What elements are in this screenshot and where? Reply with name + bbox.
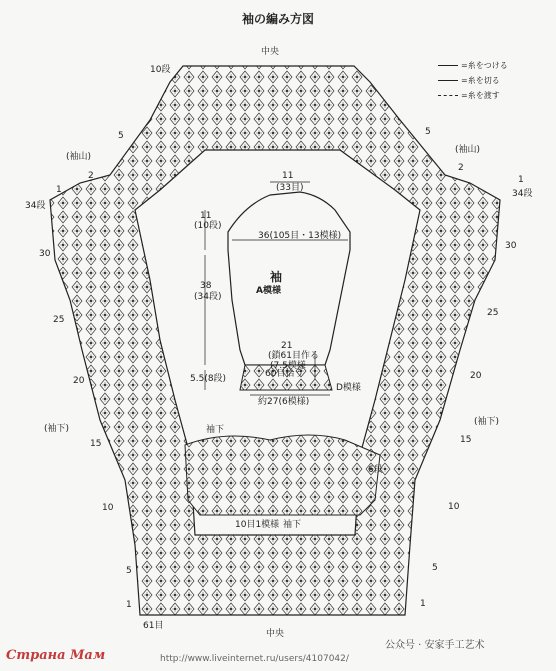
dim-left-38: 38 bbox=[200, 281, 212, 291]
underarm-mid-label: 袖下 bbox=[206, 425, 225, 435]
row-34-right-label: 34段 bbox=[512, 189, 533, 199]
underarm-left-label: (袖下) bbox=[44, 424, 70, 434]
sleeve-schematic bbox=[228, 192, 350, 365]
dim-left-11: 11 bbox=[200, 211, 212, 221]
right-row-number: 10 bbox=[448, 502, 460, 512]
right-row-number: 25 bbox=[487, 308, 499, 318]
right-row-number: 1 bbox=[518, 175, 524, 185]
left-row-number: 1 bbox=[126, 600, 132, 610]
dim-bottom-sts: (鎖61目 bbox=[268, 351, 301, 361]
center-bottom-label: 中央 bbox=[266, 629, 285, 639]
sleeve-cap-left-label: (袖山) bbox=[66, 152, 92, 162]
left-row-number: 5 bbox=[126, 566, 132, 576]
center-top-label: 中央 bbox=[261, 47, 280, 57]
cut-yarn-icon bbox=[438, 80, 458, 81]
right-row-number: 20 bbox=[470, 371, 482, 381]
row-61-label: 61目 bbox=[143, 621, 164, 631]
legend-row bbox=[438, 58, 508, 73]
row-6-label: 6段 bbox=[368, 465, 383, 475]
right-row-number: 1 bbox=[420, 599, 426, 609]
pattern-a-label: A模様 bbox=[256, 286, 281, 296]
legend bbox=[438, 58, 508, 103]
dim-bottom-27: 約27(6模様) bbox=[258, 397, 310, 407]
underarm-right-label: (袖下) bbox=[474, 417, 500, 427]
dim-bottom-21: 21 bbox=[281, 341, 293, 351]
dim-left-55: 5.5(8段) bbox=[190, 374, 227, 384]
dim-left-38-rows: (34段) bbox=[194, 292, 222, 302]
site-url[interactable]: http://www.liveinternet.ru/users/4107042/ bbox=[160, 654, 349, 664]
right-row-number: 30 bbox=[505, 241, 517, 251]
row-34-left-label: 34段 bbox=[25, 201, 46, 211]
pattern-d-label: D模様 bbox=[336, 383, 361, 393]
left-row-number: 5 bbox=[118, 131, 124, 141]
sleeve-cap-right-label: (袖山) bbox=[455, 145, 481, 155]
left-row-number: 30 bbox=[39, 249, 51, 259]
dim-bottom-pattern: (7.5模様 bbox=[270, 361, 306, 371]
left-row-number: 25 bbox=[53, 315, 65, 325]
diagram-title: 袖の編み方図 bbox=[241, 12, 314, 26]
legend-row bbox=[438, 73, 508, 88]
left-row-number: 10 bbox=[102, 503, 114, 513]
dim-top-sts: (33目) bbox=[276, 183, 304, 193]
attach-yarn-icon bbox=[438, 65, 458, 66]
sleeve-label: 袖 bbox=[270, 270, 283, 284]
dim-left-11-rows: (10段) bbox=[194, 221, 222, 231]
legend-label: =糸を渡す bbox=[461, 91, 500, 100]
wechat-watermark: 公众号 · 安家手工艺术 bbox=[385, 640, 485, 651]
legend-label: =糸を切る bbox=[461, 76, 500, 85]
right-row-number: 5 bbox=[425, 127, 431, 137]
right-row-number: 15 bbox=[460, 435, 472, 445]
dim-bottom-make: 作る bbox=[301, 351, 320, 361]
carry-yarn-icon bbox=[438, 95, 458, 96]
legend-label: =糸をつける bbox=[461, 61, 508, 70]
dim-top-width: 11 bbox=[282, 171, 294, 181]
left-row-number: 15 bbox=[90, 439, 102, 449]
motif-panel bbox=[185, 435, 380, 515]
left-row-number: 1 bbox=[56, 185, 62, 195]
site-watermark: Страна Мам bbox=[6, 648, 106, 663]
left-row-number: 2 bbox=[88, 171, 94, 181]
pattern-10-label: 10目1模様 bbox=[235, 520, 280, 530]
dim-upper-width: 36(105目・13模様) bbox=[258, 231, 342, 241]
left-row-number: 20 bbox=[73, 376, 85, 386]
legend-row bbox=[438, 88, 508, 103]
underarm-bottom-label: 袖下 bbox=[283, 520, 302, 530]
right-row-number: 2 bbox=[458, 163, 464, 173]
row-10-label: 10段 bbox=[150, 65, 171, 75]
right-row-number: 5 bbox=[432, 563, 438, 573]
dim-bottom-60: 60目拾う bbox=[265, 369, 304, 379]
